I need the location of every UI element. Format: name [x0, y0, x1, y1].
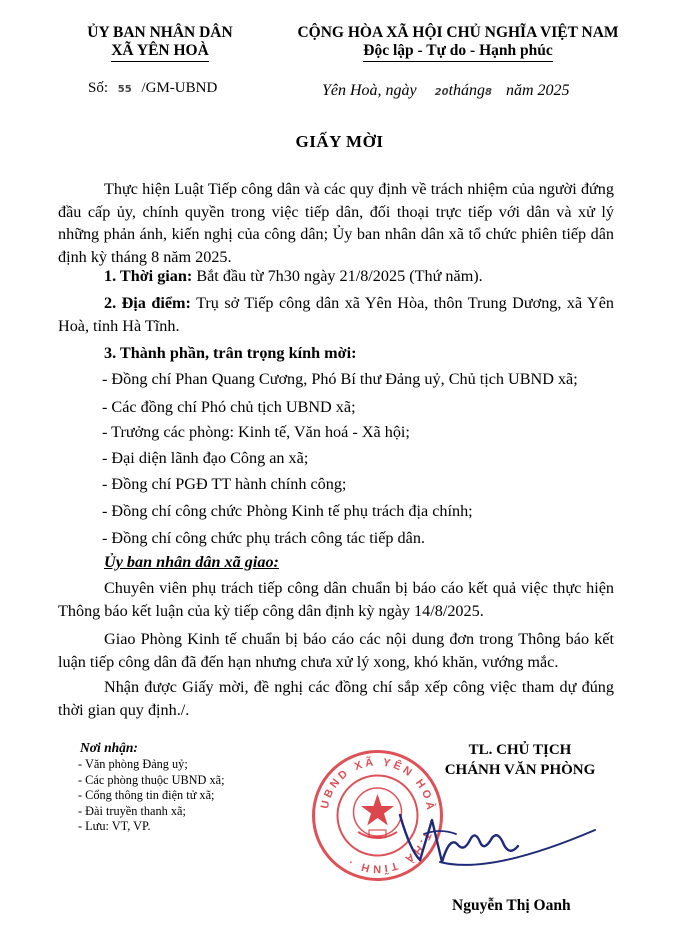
- issue-date: [322, 82, 570, 100]
- section-participants-label: 3. Thành phần, trân trọng kính mời:: [104, 344, 357, 362]
- signature-line1: TL. CHỦ TỊCH: [468, 742, 572, 758]
- date-day: 20: [434, 87, 449, 98]
- signature-line2: CHÁNH VĂN PHÒNG: [444, 762, 596, 778]
- participant-item: - Đồng chí công chức phụ trách công tác tiếp dân.: [102, 529, 425, 547]
- document-number: [88, 80, 217, 97]
- signer-name: Nguyễn Thị Oanh: [452, 897, 571, 914]
- date-month-word: tháng: [448, 82, 486, 99]
- date-month: 8: [485, 87, 492, 98]
- section-time-text: Bắt đầu từ 7h30 ngày 21/8/2025 (Thứ năm).: [192, 267, 483, 285]
- section-location-text: Trụ sở Tiếp công dân xã Yên Hòa, thôn Trung Dương, xã Yên Hoà, tỉnh Hà Tĩnh.: [58, 294, 614, 335]
- recipient-item: - Văn phòng Đảng uỷ;: [78, 757, 188, 771]
- national-motto: Độc lập - Tự do - Hạnh phúc: [363, 42, 552, 62]
- section-time: [58, 265, 614, 288]
- section-location: [58, 292, 614, 337]
- issuer-line2: XÃ YÊN HOÀ: [111, 42, 209, 62]
- handwritten-signature: [380, 790, 600, 900]
- number-suffix: /GM-UBND: [141, 80, 218, 96]
- participant-item: - Đại diện lãnh đạo Công an xã;: [102, 449, 309, 467]
- assignment-paragraph-2: Giao Phòng Kinh tế chuẩn bị báo cáo các nội dung đơn trong Thông báo kết luận tiếp công dân đã đến hạn nhưng chưa xử lý xong, khó khăn, vướng mắc.: [58, 630, 614, 671]
- recipient-item: - Lưu: VT, VP.: [78, 819, 151, 833]
- assignment-heading: [58, 551, 614, 574]
- participant-item: - Đồng chí Phan Quang Cương, Phó Bí thư Đảng uỷ, Chủ tịch UBND xã;: [102, 370, 578, 388]
- national-title: CỘNG HÒA XÃ HỘI CHỦ NGHĨA VIỆT NAM: [297, 24, 619, 41]
- signature-title: [432, 740, 608, 780]
- assignment-heading-text: Ủy ban nhân dân xã giao:: [104, 553, 279, 571]
- recipient-item: - Các phòng thuộc UBND xã;: [78, 772, 225, 787]
- closing-paragraph: Nhận được Giấy mời, đề nghị các đồng chí sắp xếp công việc tham dự đúng thời gian quy định./.: [58, 678, 614, 719]
- section-time-label: 1. Thời gian:: [104, 267, 193, 285]
- recipients-list: [78, 757, 225, 835]
- participant-item: - Đồng chí PGĐ TT hành chính công;: [102, 475, 347, 493]
- assignment-paragraph-1: Chuyên viên phụ trách tiếp công dân chuẩn bị báo cáo kết quả việc thực hiện Thông báo kết luận của kỳ tiếp công dân định kỳ ngày 14/8/2025.: [58, 579, 614, 620]
- intro-paragraph: Thực hiện Luật Tiếp công dân và các quy định về trách nhiệm của người đứng đầu cấp ủy, chính quyền trong việc tiếp dân, đối thoại trực tiếp với dân và xử lý những phản ánh, kiến nghị của công dân; Ủy ban nhân dân xã tổ chức phiên tiếp dân định kỳ tháng 8 năm 2025.: [58, 180, 614, 266]
- document-title: GIẤY MỜI: [295, 132, 384, 151]
- participant-item: - Các đồng chí Phó chủ tịch UBND xã;: [102, 398, 356, 416]
- recipient-item: - Cổng thông tin điện tử xã;: [78, 788, 215, 802]
- svg-text:UBND XÃ YÊN HOÀ · T.HÀ TĨNH ·: UBND XÃ YÊN HOÀ · T.HÀ TĨNH ·: [318, 756, 437, 875]
- recipients-title: Nơi nhận:: [80, 740, 138, 755]
- number-label: Số:: [88, 80, 109, 96]
- participant-item: - Trưởng các phòng: Kinh tế, Văn hoá - Xã hội;: [102, 423, 410, 441]
- number-value: 55: [117, 84, 132, 95]
- section-location-label: 2. Địa điểm:: [104, 294, 191, 312]
- recipient-item: - Đài truyền thanh xã;: [78, 803, 186, 818]
- participant-item: - Đồng chí công chức Phòng Kinh tế phụ trách địa chính;: [102, 502, 473, 520]
- national-heading: [268, 24, 648, 62]
- date-year: năm 2025: [506, 82, 570, 99]
- issuer-block: [60, 24, 260, 62]
- date-prefix: Yên Hoà, ngày: [322, 82, 417, 99]
- issuer-line1: ỦY BAN NHÂN DÂN: [87, 24, 233, 41]
